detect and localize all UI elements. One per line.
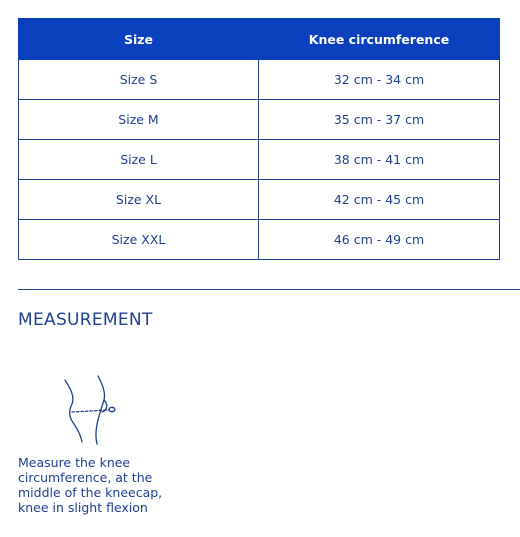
circumference-cell: 42 cm - 45 cm <box>259 180 500 220</box>
circumference-cell: 38 cm - 41 cm <box>259 140 500 180</box>
header-size: Size <box>19 19 259 60</box>
measurement-instruction: Measure the knee circumference, at the middle of the kneecap, knee in slight flexion <box>18 455 163 515</box>
size-cell: Size XL <box>19 180 259 220</box>
table-header-row <box>19 19 500 60</box>
size-cell: Size XXL <box>19 220 259 260</box>
circumference-cell: 46 cm - 49 cm <box>259 220 500 260</box>
table-row <box>19 100 500 140</box>
size-cell: Size S <box>19 60 259 100</box>
table-row <box>19 60 500 100</box>
knee-measure-icon <box>60 374 124 446</box>
circumference-cell: 32 cm - 34 cm <box>259 60 500 100</box>
header-knee-circumference: Knee circumference <box>259 19 500 60</box>
size-cell: Size L <box>19 140 259 180</box>
table-row <box>19 140 500 180</box>
measurement-title: MEASUREMENT <box>18 310 153 330</box>
table-row <box>19 220 500 260</box>
table-row <box>19 180 500 220</box>
section-divider <box>18 289 520 290</box>
circumference-cell: 35 cm - 37 cm <box>259 100 500 140</box>
size-chart-table <box>18 18 500 260</box>
size-cell: Size M <box>19 100 259 140</box>
